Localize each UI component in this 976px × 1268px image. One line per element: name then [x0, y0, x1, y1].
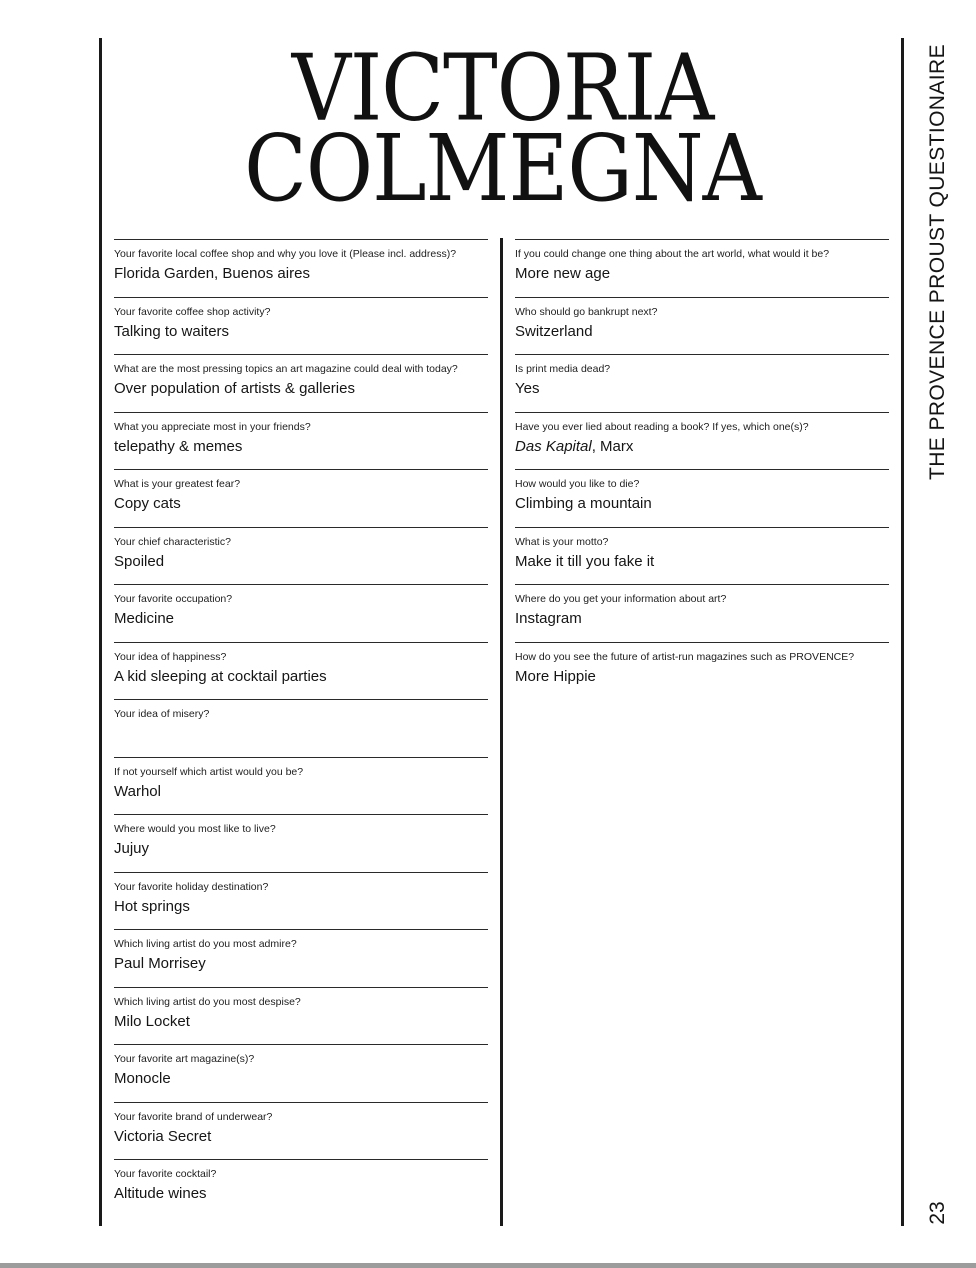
- qa-item: [114, 469, 488, 527]
- question-text: If not yourself which artist would you be?: [114, 765, 304, 778]
- qa-item: [515, 239, 889, 297]
- qa-item: [515, 527, 889, 585]
- answer-text: Switzerland: [515, 322, 593, 340]
- answer-text: Copy cats: [114, 495, 181, 512]
- qa-item: [515, 584, 889, 642]
- answer-text: Monocle: [114, 1070, 171, 1087]
- qa-item: [114, 642, 488, 700]
- question-text: Where do you get your information about art?: [515, 593, 727, 605]
- question-text: How do you see the future of artist-run magazines such as PROVENCE?: [515, 650, 855, 663]
- left-border-rule: [99, 38, 102, 1226]
- page-bottom-edge: [0, 1263, 976, 1268]
- qa-item: [114, 757, 488, 815]
- qa-item: [114, 354, 488, 412]
- qa-item: [114, 1044, 488, 1102]
- qa-item: [515, 642, 889, 700]
- answer-text: Instagram: [515, 610, 582, 627]
- qa-item: [114, 929, 488, 987]
- question-text: Your favorite occupation?: [114, 593, 233, 605]
- qa-item: [114, 1159, 488, 1217]
- qa-item: [114, 239, 488, 297]
- answer-text: Florida Garden, Buenos aires: [114, 265, 310, 282]
- answer-text: More new age: [515, 265, 611, 282]
- answer-text: More Hippie: [515, 667, 596, 685]
- qa-item: [114, 1102, 488, 1160]
- answer-text: Warhol: [114, 782, 161, 800]
- answer-text: [515, 437, 889, 457]
- question-text: Which living artist do you most admire?: [114, 938, 297, 950]
- qa-item: [114, 814, 488, 872]
- answer-text: telepathy & memes: [114, 437, 243, 455]
- question-text: Your favorite cocktail?: [114, 1168, 217, 1180]
- answer-text: Milo Locket: [114, 1012, 190, 1030]
- qa-item: [114, 872, 488, 930]
- answer-italic-title: Das Kapital: [515, 437, 592, 455]
- questionnaire-left-column: [114, 239, 488, 1217]
- question-text: Your favorite art magazine(s)?: [114, 1053, 255, 1065]
- question-text: Your favorite brand of underwear?: [114, 1110, 273, 1123]
- title-line-last-name: COLMEGNA: [244, 116, 761, 224]
- question-text: What is your greatest fear?: [114, 478, 241, 490]
- answer-text: Yes: [515, 380, 540, 397]
- question-text: Your idea of misery?: [114, 708, 210, 720]
- qa-item: [515, 412, 889, 470]
- question-text: How would you like to die?: [515, 478, 640, 490]
- answer-text: A kid sleeping at cocktail parties: [114, 667, 327, 685]
- question-text: Your chief characteristic?: [114, 535, 231, 548]
- question-text: Your favorite holiday destination?: [114, 880, 269, 893]
- column-divider-rule: [500, 238, 503, 1226]
- question-text: Is print media dead?: [515, 363, 611, 375]
- title-line-first-name: VICTORIA: [291, 35, 714, 143]
- question-text: Have you ever lied about reading a book? If yes, which one(s)?: [515, 420, 809, 433]
- answer-text: Jujuy: [114, 840, 150, 857]
- qa-item: [114, 412, 488, 470]
- answer-text: Talking to waiters: [114, 322, 230, 340]
- page-title: [105, 35, 900, 224]
- answer-text: Medicine: [114, 610, 175, 627]
- question-text: Where would you most like to live?: [114, 823, 276, 835]
- questionnaire-right-column: [515, 239, 889, 699]
- answer-text: Over population of artists & galleries: [114, 380, 355, 397]
- answer-text: Altitude wines: [114, 1185, 207, 1202]
- question-text: What are the most pressing topics an art magazine could deal with today?: [114, 363, 458, 375]
- qa-item: [515, 469, 889, 527]
- qa-item: [515, 354, 889, 412]
- question-text: If you could change one thing about the art world, what would it be?: [515, 248, 830, 260]
- qa-item: [114, 699, 488, 757]
- question-text: Who should go bankrupt next?: [515, 305, 658, 318]
- question-text: Which living artist do you most despise?: [114, 995, 301, 1008]
- qa-item: [114, 584, 488, 642]
- qa-item: [114, 987, 488, 1045]
- right-border-rule: [901, 38, 904, 1226]
- question-text: Your idea of happiness?: [114, 650, 227, 663]
- qa-item: [114, 297, 488, 355]
- qa-item: [114, 527, 488, 585]
- question-text: Your favorite local coffee shop and why you love it (Please incl. address)?: [114, 248, 457, 260]
- answer-text: Paul Morrisey: [114, 955, 206, 972]
- page-number: 23: [926, 1201, 949, 1225]
- answer-text: Make it till you fake it: [515, 552, 655, 570]
- side-title: THE PROVENCE PROUST QUESTIONAIRE: [926, 44, 949, 480]
- question-text: Your favorite coffee shop activity?: [114, 305, 271, 318]
- answer-remainder: , Marx: [591, 437, 634, 455]
- question-text: What is your motto?: [515, 535, 609, 548]
- answer-text: Spoiled: [114, 552, 165, 570]
- qa-item: [515, 297, 889, 355]
- answer-text: Climbing a mountain: [515, 495, 652, 512]
- answer-text: Victoria Secret: [114, 1127, 212, 1145]
- question-text: What you appreciate most in your friends?: [114, 420, 311, 433]
- answer-text: Hot springs: [114, 897, 190, 915]
